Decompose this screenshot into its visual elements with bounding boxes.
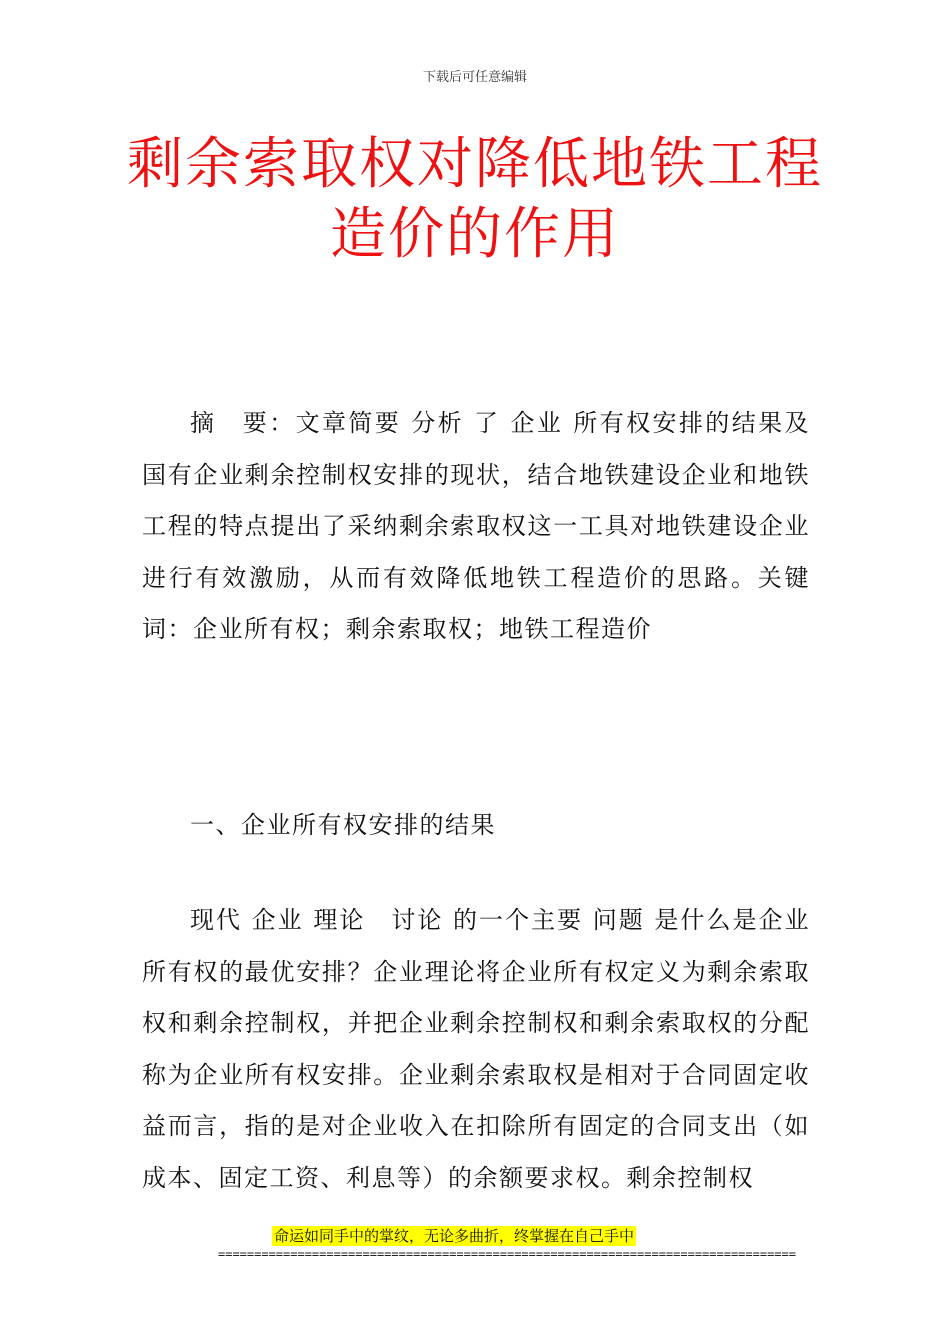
footer-divider: ================================================================================ [218, 1247, 796, 1261]
header-note: 下载后可任意编辑 [422, 70, 527, 85]
body-paragraph: 现代 企业 理论 讨论 的一个主要 问题 是什么是企业所有权的最优安排？企业理论将企业所有权定义为剩余索取权和剩余控制权，并把企业剩余控制权和剩余索取权的分配称为企业所有权安排。企业剩余索取权是相对于合同固定收益而言，指的是对企业收入在扣除所有固定的合同支出（如成本、固定工资、利息等）的余额要求权。剩余控制权 [142, 906, 810, 1192]
section-heading: 一、企业所有权安排的结果 [190, 811, 496, 839]
document-title: 剩余索取权对降低地铁工程造价的作用 [127, 132, 823, 267]
footer-motto: 命运如同手中的掌纹，无论多曲折，终掌握在自己手中 [274, 1227, 635, 1245]
abstract-paragraph: 摘 要：文章简要 分析 了 企业 所有权安排的结果及国有企业剩余控制权安排的现状，结合地铁建设企业和地铁工程的特点提出了采纳剩余索取权这一工具对地铁建设企业进行有效激励，从而有效降低地铁工程造价的思路。关键词：企业所有权；剩余索取权；地铁工程造价 [142, 409, 810, 643]
